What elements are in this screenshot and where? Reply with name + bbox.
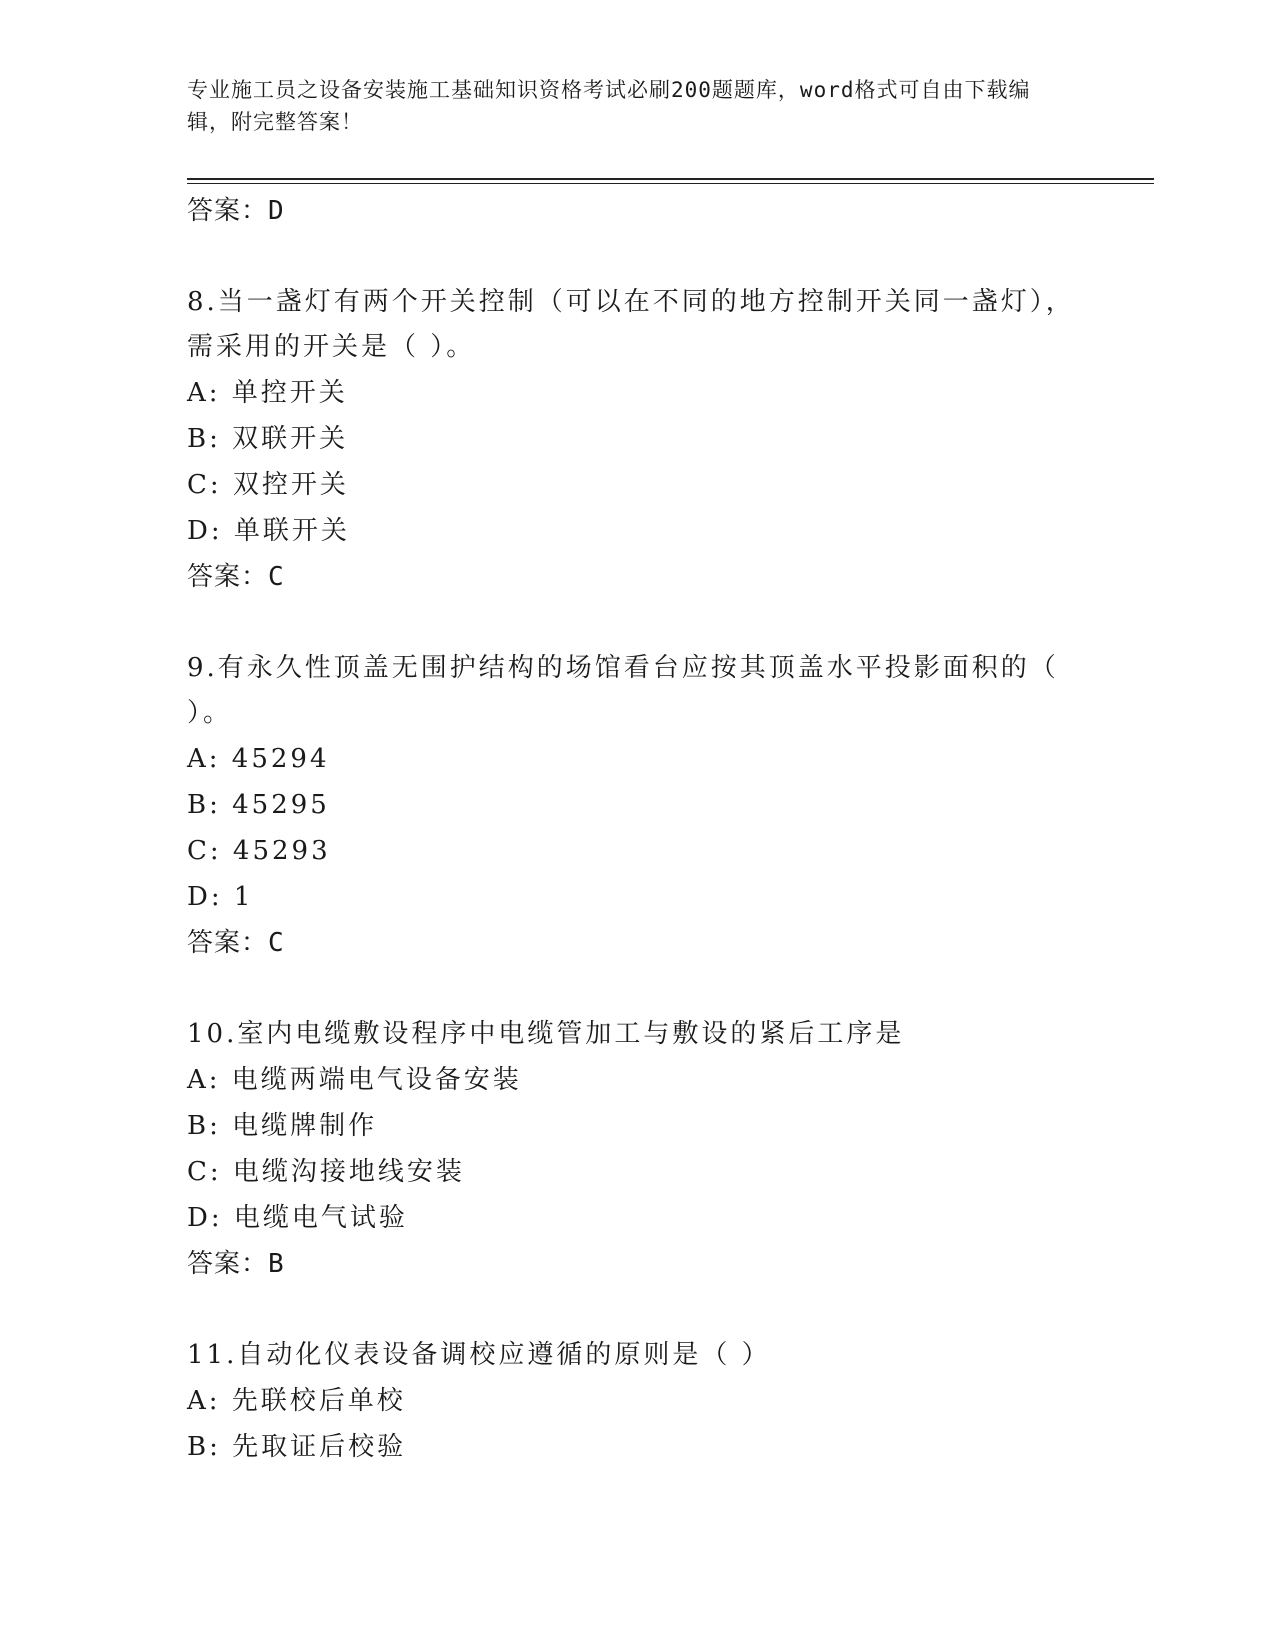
option-b: B: 双联开关 <box>187 424 349 454</box>
option-d: D: 单联开关 <box>187 516 350 546</box>
answer-line: 答案：C <box>187 562 285 592</box>
spacer <box>187 1287 1087 1333</box>
option-b: B: 45295 <box>187 790 330 820</box>
option-b: B: 电缆牌制作 <box>187 1111 378 1141</box>
spacer <box>187 966 1087 1012</box>
question-stem: 8.当一盏灯有两个开关控制（可以在不同的地方控制开关同一盏灯），需采用的开关是（ ）。 <box>187 287 1075 362</box>
question-stem: 11.自动化仪表设备调校应遵循的原则是（ ） <box>187 1340 771 1370</box>
option-c: C: 电缆沟接地线安装 <box>187 1157 465 1187</box>
option-a: A: 先联校后单校 <box>187 1386 406 1416</box>
option-c: C: 45293 <box>187 836 331 866</box>
header-divider <box>187 178 1154 184</box>
question-11 <box>187 1333 1087 1470</box>
document-header-title: 专业施工员之设备安装施工基础知识资格考试必刷200题题库，word格式可自由下载编辑，附完整答案！ <box>187 78 1031 134</box>
answer-line: 答案：C <box>187 928 285 958</box>
option-a: A: 45294 <box>187 744 330 774</box>
spacer <box>187 600 1087 646</box>
spacer <box>187 234 1087 280</box>
answer-line: 答案：B <box>187 1249 285 1279</box>
question-stem: 9.有永久性顶盖无围护结构的场馆看台应按其顶盖水平投影面积的（ ）。 <box>187 653 1059 728</box>
question-8 <box>187 280 1087 600</box>
answer-line-7: 答案：D <box>187 196 285 226</box>
option-d: D: 电缆电气试验 <box>187 1203 408 1233</box>
document-body <box>187 188 1087 1470</box>
option-c: C: 双控开关 <box>187 470 349 500</box>
option-d: D: 1 <box>187 882 254 912</box>
question-9 <box>187 646 1087 966</box>
option-a: A: 电缆两端电气设备安装 <box>187 1065 522 1095</box>
option-a: A: 单控开关 <box>187 378 348 408</box>
option-b: B: 先取证后校验 <box>187 1432 407 1462</box>
question-stem: 10.室内电缆敷设程序中电缆管加工与敷设的紧后工序是 <box>187 1019 905 1049</box>
question-10 <box>187 1012 1087 1287</box>
